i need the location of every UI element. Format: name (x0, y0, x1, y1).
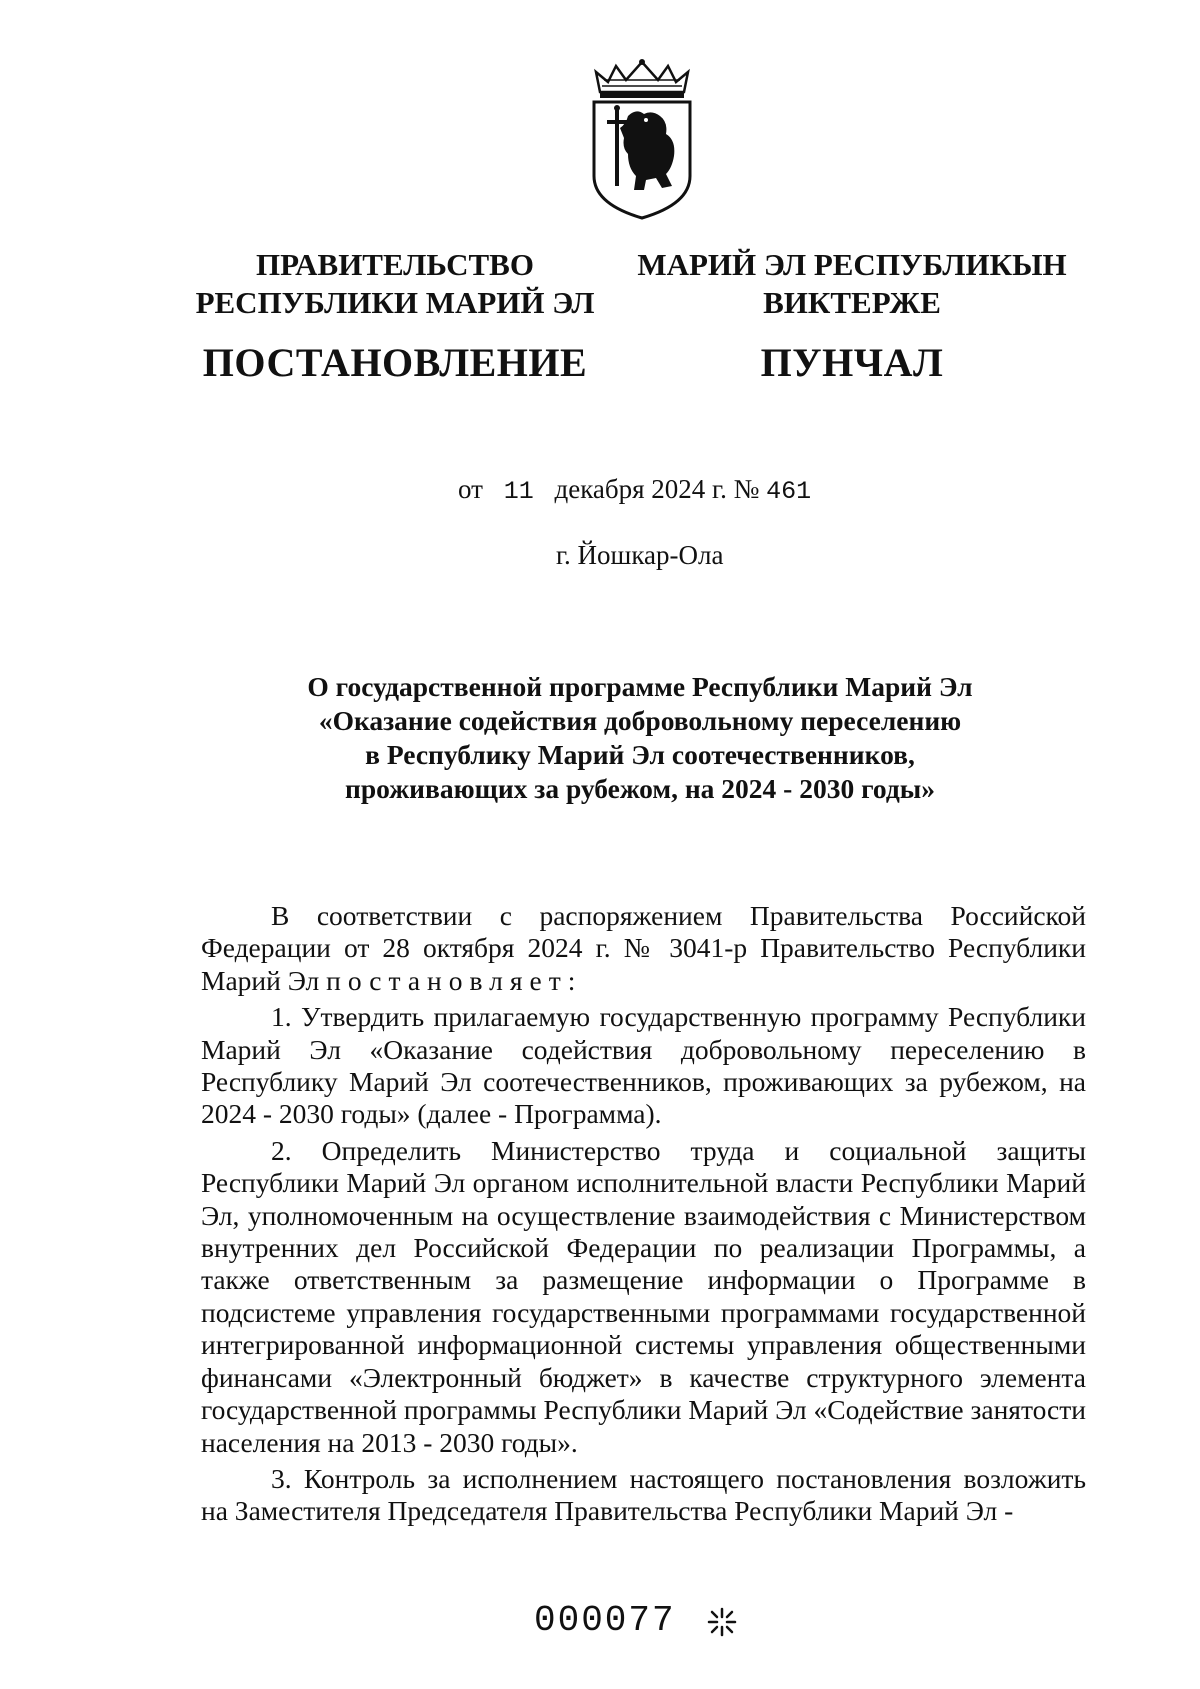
org-name-line1: ПРАВИТЕЛЬСТВО (256, 247, 534, 282)
date-month-year: декабря 2024 г. № (554, 474, 760, 504)
date-prefix: от (458, 474, 483, 504)
document-number: 461 (766, 477, 812, 506)
org-name-mari-line2: ВИКТЕРЖЕ (763, 285, 941, 320)
document-title (200, 670, 1080, 806)
date-day: 11 (503, 477, 534, 506)
document-body (201, 900, 1086, 1532)
org-name-mari-line1: МАРИЙ ЭЛ РЕСПУБЛИКЫН (637, 247, 1067, 282)
org-header-mari (632, 246, 1072, 386)
paragraph-2: 2. Определить Министерство труда и социальной защиты Республики Марий Эл органом исполнительной власти Республики Марий Эл, уполномоченным на осуществление взаимодействия с Министерством внутренних дел Российской Федерации по реализации Программы, а также ответственным за размещение информации о Программе в подсистеме управления государственными программами государственной интегрированной информационной системы управления общественными финансами «Электронный бюджет» в качестве структурного элемента государственной программы Республики Марий Эл «Содействие занятости населения на 2013 - 2030 годы». (201, 1134, 1086, 1458)
doc-type-mari: ПУНЧАЛ (760, 340, 944, 385)
title-line4: проживающих за рубежом, на 2024 - 2030 годы» (345, 773, 935, 804)
document-date-number (458, 474, 811, 506)
intro-paragraph (201, 900, 1086, 997)
document-city: г. Йошкар-Ола (556, 540, 724, 570)
title-line2: «Оказание содействия добровольному переселению (318, 705, 962, 736)
title-line3: в Республику Марий Эл соотечественников, (365, 739, 915, 770)
paragraph-3: 3. Контроль за исполнением настоящего постановления возложить на Заместителя Председателя Правительства Республики Марий Эл - (201, 1462, 1086, 1527)
org-header-russian (170, 246, 620, 386)
paragraph-1: 1. Утвердить прилагаемую государственную программу Республики Марий Эл «Оказание содействия добровольному переселению в Республику Марий Эл соотечественников, проживающих за рубежом, на 2024 - 2030 годы» (далее - Программа). (201, 1001, 1086, 1130)
asterisk-mark-icon (706, 1606, 738, 1638)
coat-of-arms-bear-icon (584, 58, 700, 228)
intro-text: В соответствии с распоряжением Правительства Российской Федерации от 28 октября 2024 г. № 3041-р Правительство Республики Марий Эл (201, 900, 1086, 996)
title-line1: О государственной программе Республики Марий Эл (307, 671, 973, 702)
intro-keyword: постановляет: (326, 964, 583, 996)
serial-number: 000077 (534, 1600, 676, 1641)
doc-type-russian: ПОСТАНОВЛЕНИЕ (202, 340, 588, 385)
org-name-line2: РЕСПУБЛИКИ МАРИЙ ЭЛ (195, 285, 595, 320)
